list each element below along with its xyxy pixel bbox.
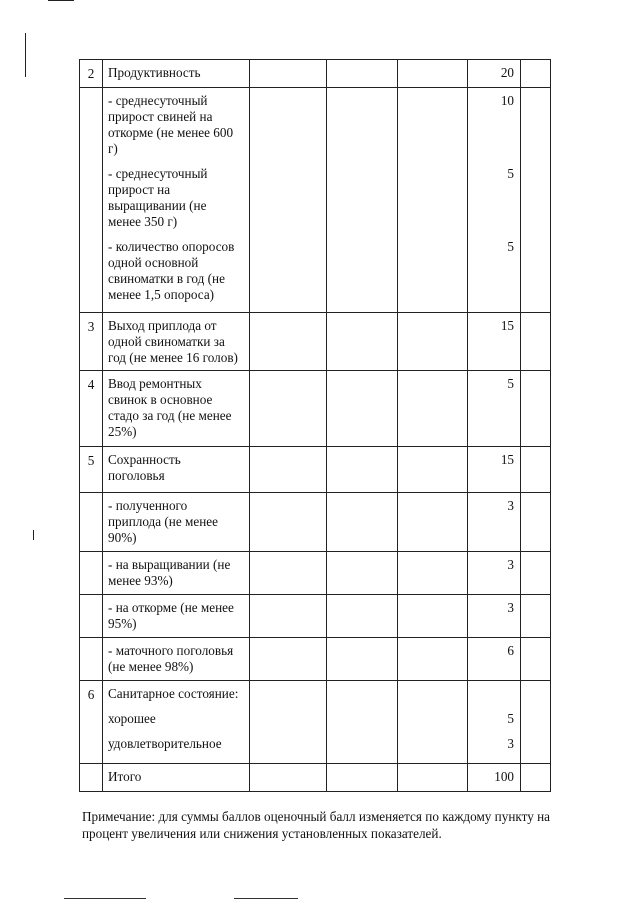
spacer: [108, 727, 245, 736]
spacer: [470, 109, 514, 125]
spacer: [470, 350, 514, 366]
points-cell: [468, 552, 521, 595]
empty-cell: [521, 681, 551, 764]
criterion-line: выращивании (не: [108, 198, 207, 213]
criterion-line: - на откорме (не менее: [108, 600, 234, 615]
empty-cell: [521, 60, 551, 88]
criterion-line: прирост на: [108, 182, 171, 197]
criterion-line: одной свиноматки за: [108, 334, 225, 349]
empty-cell: [398, 371, 468, 447]
empty-cell: [250, 88, 327, 313]
points-cell: [468, 595, 521, 638]
empty-cell: [398, 638, 468, 681]
criterion-line: г): [108, 141, 118, 156]
points-cell: [468, 447, 521, 493]
empty-cell: [250, 371, 327, 447]
empty-cell: [398, 552, 468, 595]
points-value: 10: [500, 93, 514, 108]
criterion-cell: [103, 638, 250, 681]
criterion-cell: [103, 595, 250, 638]
empty-cell: [250, 313, 327, 371]
empty-cell: [327, 764, 398, 792]
item-number: [80, 552, 103, 595]
empty-cell: [398, 447, 468, 493]
points-cell: [468, 681, 521, 764]
criterion-line: - среднесуточный: [108, 166, 208, 181]
item-number: 5: [80, 447, 103, 493]
spacer: [470, 424, 514, 440]
criterion-line: приплода (не менее: [108, 514, 218, 529]
spacer: [470, 702, 514, 711]
spacer: [470, 214, 514, 230]
points-value: 5: [507, 711, 514, 726]
spacer: [470, 125, 514, 141]
spacer: [470, 468, 514, 484]
points-cell: [468, 493, 521, 552]
empty-cell: [398, 88, 468, 313]
spacer: [470, 271, 514, 287]
empty-cell: [398, 681, 468, 764]
table-row: [80, 88, 551, 313]
criterion-line: Выход приплода от: [108, 318, 217, 333]
spacer: [470, 198, 514, 214]
points-value: 3: [507, 736, 514, 751]
spacer: [470, 727, 514, 736]
footer-rule: [64, 898, 146, 899]
criterion-line: - количество опоросов: [108, 239, 235, 254]
points-value: 100: [494, 769, 514, 784]
empty-cell: [327, 493, 398, 552]
empty-cell: [398, 493, 468, 552]
table-row: [80, 764, 551, 792]
empty-cell: [521, 552, 551, 595]
empty-cell: [250, 60, 327, 88]
spacer: [470, 334, 514, 350]
spacer: [470, 659, 514, 675]
criterion-line: свинок в основное: [108, 392, 213, 407]
empty-cell: [398, 313, 468, 371]
criterion-cell: [103, 371, 250, 447]
criterion-line: Продуктивность: [108, 65, 201, 80]
criterion-cell: [103, 493, 250, 552]
footer-rule: [234, 898, 298, 899]
item-number: [80, 88, 103, 313]
empty-cell: [521, 313, 551, 371]
empty-cell: [327, 371, 398, 447]
spacer: [108, 230, 245, 239]
item-number: 2: [80, 60, 103, 88]
empty-cell: [250, 764, 327, 792]
criterion-cell: [103, 60, 250, 88]
criterion-line: - полученного: [108, 498, 188, 513]
table-row: [80, 447, 551, 493]
points-value: 20: [500, 65, 514, 80]
spacer: [108, 702, 245, 711]
item-number: [80, 595, 103, 638]
criterion-line: Ввод ремонтных: [108, 376, 202, 391]
empty-cell: [327, 313, 398, 371]
criterion-line: Итого: [108, 769, 142, 784]
criterion-line: хорошее: [108, 711, 156, 726]
table-row: [80, 371, 551, 447]
spacer: [470, 182, 514, 198]
spacer: [470, 287, 514, 303]
criterion-line: (не менее 98%): [108, 659, 194, 674]
empty-cell: [521, 371, 551, 447]
criterion-cell: [103, 313, 250, 371]
item-number: [80, 638, 103, 681]
empty-cell: [521, 447, 551, 493]
item-number: [80, 764, 103, 792]
table-row: [80, 595, 551, 638]
criterion-cell: [103, 681, 250, 764]
points-value: 5: [507, 166, 514, 181]
points-value: 15: [500, 452, 514, 467]
spacer: [470, 255, 514, 271]
points-cell: [468, 313, 521, 371]
points-cell: [468, 60, 521, 88]
criterion-line: стадо за год (не менее: [108, 408, 232, 423]
criterion-line: откорме (не менее 600: [108, 125, 234, 140]
note-text: Примечание: для суммы баллов оценочный балл изменяется по каждому пункту на процент увеличения или снижения установленных показателей.: [82, 809, 551, 841]
empty-cell: [327, 638, 398, 681]
empty-cell: [327, 552, 398, 595]
table-row: [80, 493, 551, 552]
item-number: 4: [80, 371, 103, 447]
table-row: [80, 638, 551, 681]
table-row: [80, 60, 551, 88]
item-number: [80, 493, 103, 552]
empty-cell: [250, 447, 327, 493]
spacer: [470, 157, 514, 166]
criterion-cell: [103, 88, 250, 313]
criterion-line: одной основной: [108, 255, 199, 270]
points-value: 3: [507, 600, 514, 615]
empty-cell: [250, 595, 327, 638]
criterion-cell: [103, 447, 250, 493]
empty-cell: [521, 638, 551, 681]
empty-cell: [521, 88, 551, 313]
spacer: [470, 616, 514, 632]
points-cell: [468, 764, 521, 792]
scan-mark: [33, 530, 34, 540]
spacer: [470, 514, 514, 530]
spacer: [470, 392, 514, 408]
spacer: [470, 141, 514, 157]
criterion-line: - среднесуточный: [108, 93, 208, 108]
empty-cell: [398, 764, 468, 792]
scan-mark: [48, 0, 74, 1]
empty-cell: [327, 447, 398, 493]
points-value: 5: [507, 239, 514, 254]
empty-cell: [521, 595, 551, 638]
spacer: [470, 230, 514, 239]
points-value: [470, 686, 514, 702]
item-number: 6: [80, 681, 103, 764]
criterion-line: - маточного поголовья: [108, 643, 234, 658]
points-value: 3: [507, 498, 514, 513]
score-table: [79, 59, 551, 792]
table-row: [80, 313, 551, 371]
empty-cell: [327, 595, 398, 638]
empty-cell: [398, 595, 468, 638]
points-cell: [468, 88, 521, 313]
table-row: [80, 681, 551, 764]
score-table-body: [80, 60, 551, 792]
empty-cell: [521, 493, 551, 552]
item-number: 3: [80, 313, 103, 371]
empty-cell: [521, 764, 551, 792]
criterion-line: 25%): [108, 424, 137, 439]
criterion-line: менее 350 г): [108, 214, 178, 229]
spacer: [470, 408, 514, 424]
criterion-line: свиноматки в год (не: [108, 271, 225, 286]
criterion-line: поголовья: [108, 468, 165, 483]
criterion-line: менее 1,5 опороса): [108, 287, 215, 302]
table-row: [80, 552, 551, 595]
spacer: [108, 157, 245, 166]
empty-cell: [327, 681, 398, 764]
scan-mark: [25, 33, 26, 77]
criterion-line: 95%): [108, 616, 137, 631]
criterion-line: - на выращивании (не: [108, 557, 231, 572]
empty-cell: [250, 493, 327, 552]
empty-cell: [327, 88, 398, 313]
criterion-line: год (не менее 16 голов): [108, 350, 238, 365]
criterion-line: прирост свиней на: [108, 109, 213, 124]
points-value: 15: [500, 318, 514, 333]
empty-cell: [250, 552, 327, 595]
empty-cell: [250, 681, 327, 764]
points-cell: [468, 638, 521, 681]
empty-cell: [327, 60, 398, 88]
spacer: [470, 530, 514, 546]
empty-cell: [398, 60, 468, 88]
criterion-cell: [103, 552, 250, 595]
points-value: 6: [507, 643, 514, 658]
criterion-line: Сохранность: [108, 452, 181, 467]
points-cell: [468, 371, 521, 447]
criterion-line: Санитарное состояние:: [108, 686, 239, 701]
empty-cell: [250, 638, 327, 681]
points-value: 5: [507, 376, 514, 391]
criterion-line: 90%): [108, 530, 137, 545]
points-value: 3: [507, 557, 514, 572]
spacer: [470, 573, 514, 589]
criterion-line: менее 93%): [108, 573, 173, 588]
criterion-cell: [103, 764, 250, 792]
criterion-line: удовлетворительное: [108, 736, 222, 751]
